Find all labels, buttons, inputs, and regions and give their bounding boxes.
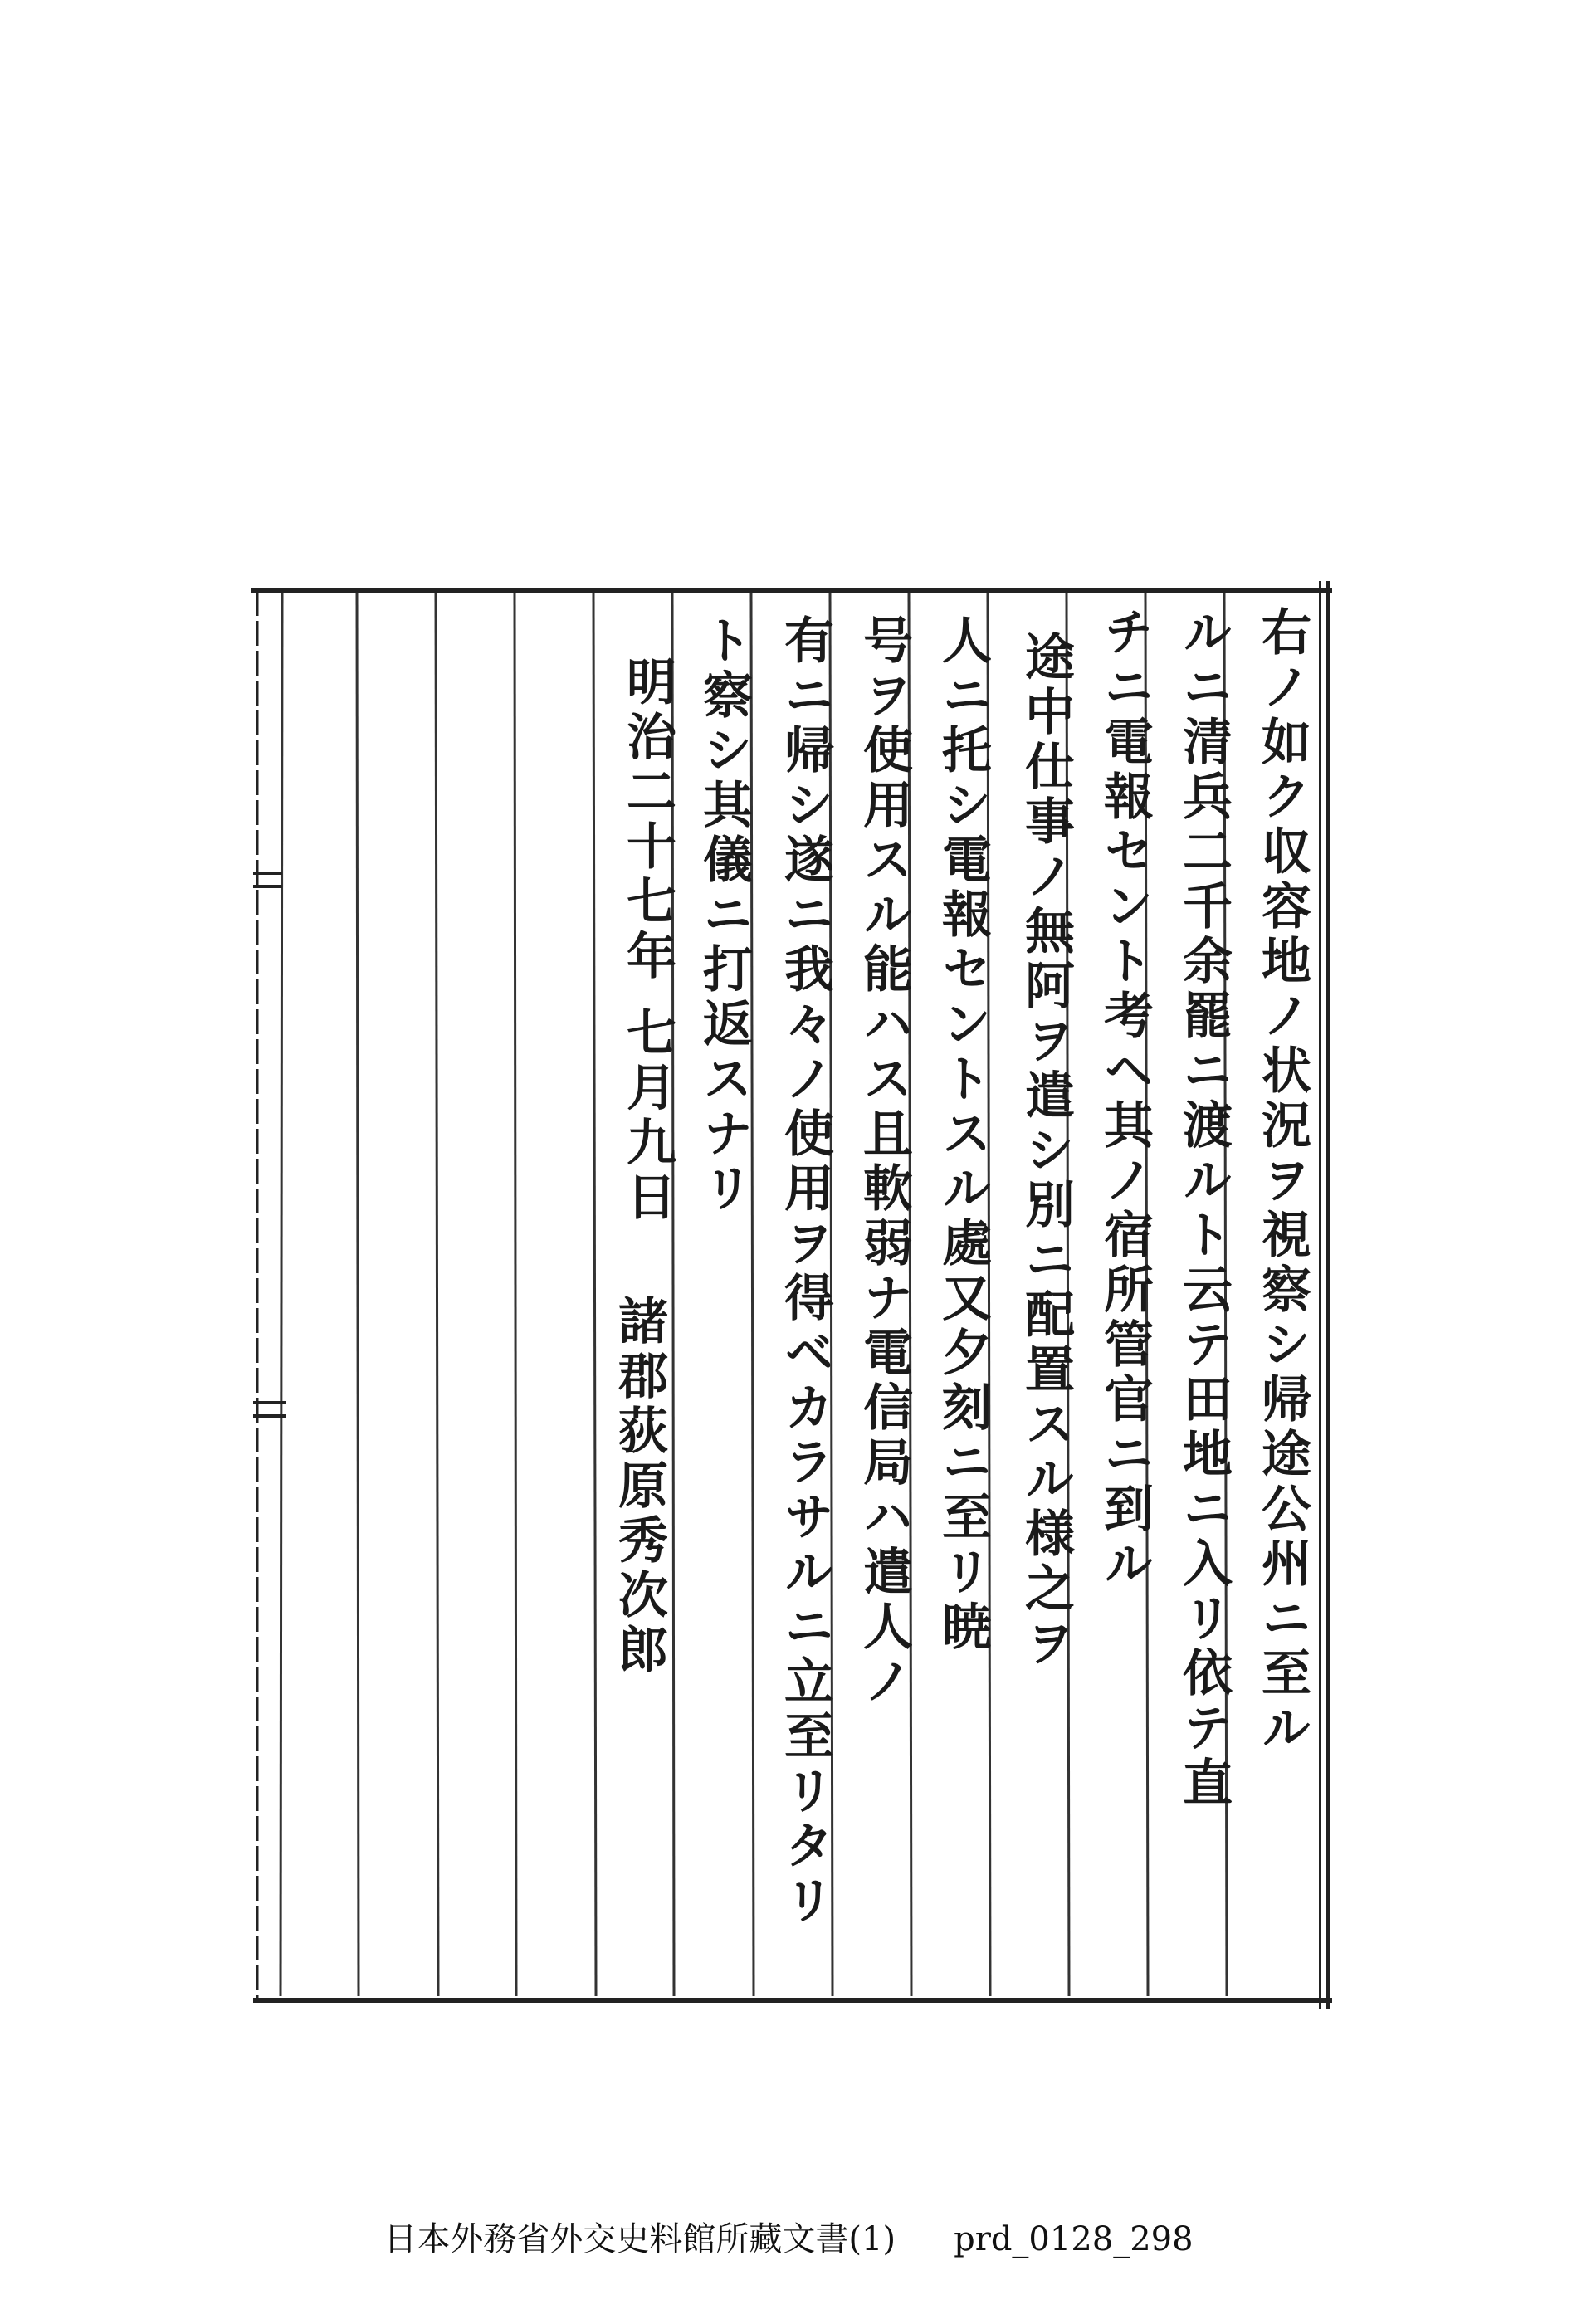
- manuscript-column-6: 号ヲ使用スル能ハス且軟弱ナ電信局ハ遣人ノ: [855, 614, 913, 1710]
- archive-name: 日本外務省外交史料館所藏文書(1): [383, 2220, 896, 2258]
- archive-caption: [0, 2213, 1577, 2260]
- manuscript-column-date: 明治二十七年 七月九日: [618, 656, 676, 1226]
- manuscript-column-4: 途中仕事ノ無阿ヲ遣シ別ニ配置スル様之ヲ: [1017, 631, 1075, 1672]
- manuscript-column-3: チニ電報セント考ヘ其ノ宿所管官ニ到ル: [1096, 606, 1154, 1592]
- manuscript-column-2: ルニ清兵二千余罷ニ渡ルト云テ田地ニ入リ依テ直: [1174, 606, 1233, 1811]
- column-rules: [281, 593, 1227, 1996]
- manuscript-column-8: ト察シ其儀ニ打返スナリ: [695, 614, 753, 1217]
- manuscript-column-1: 右ノ如ク収容地ノ状況ヲ視察シ帰途公州ニ至ル: [1253, 606, 1311, 1756]
- manuscript-signature: 諸郡荻原秀次郎: [610, 1295, 668, 1678]
- document-reference: prd_0128_298: [954, 2220, 1194, 2258]
- manuscript-column-5: 人ニ托シ電報セントスル處又夕刻ニ至リ暁: [934, 614, 992, 1655]
- manuscript-column-7: 有ニ帰シ遂ニ我々ノ使用ヲ得ベカラサルニ立至リタリ: [776, 614, 834, 1929]
